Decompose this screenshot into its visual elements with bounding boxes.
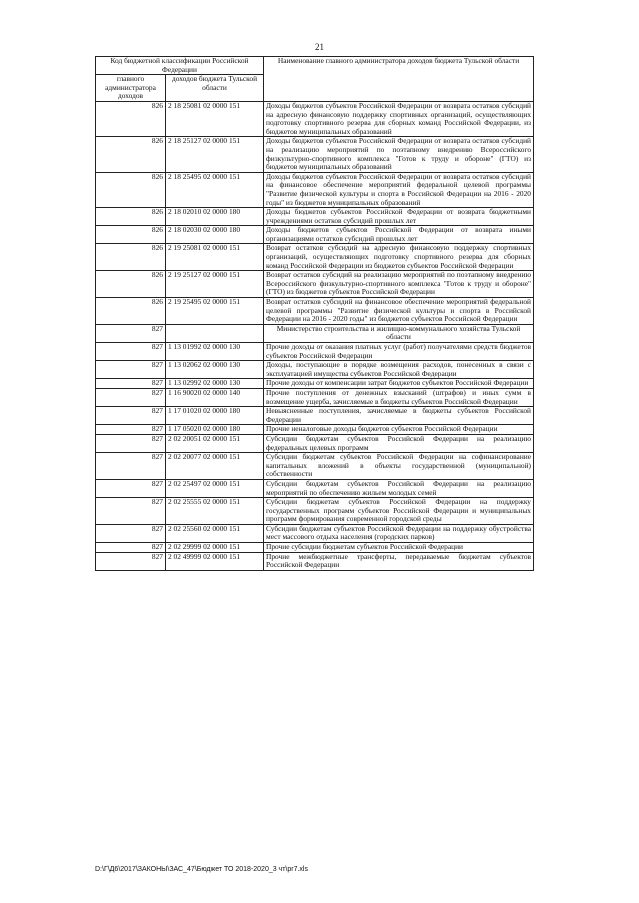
page-number: 21	[315, 42, 324, 52]
revenue-code-cell: 2 02 49999 02 0000 151	[166, 552, 264, 570]
admin-code-cell: 826	[96, 208, 166, 226]
revenue-code-cell: 1 13 02062 02 0000 130	[166, 361, 264, 379]
revenue-name-cell: Субсидии бюджетам субъектов Российской Федерации на софинансирование капитальных вложений в объекты государственной (муниципальной) собственности	[264, 453, 534, 480]
revenue-name-cell: Прочие субсидии бюджетам субъектов Российской Федерации	[264, 543, 534, 553]
admin-code-cell: 827	[96, 379, 166, 389]
revenue-code-cell: 2 02 20051 02 0000 151	[166, 434, 264, 452]
admin-code-cell: 826	[96, 298, 166, 325]
table-row	[96, 226, 534, 244]
admin-code-cell: 827	[96, 324, 166, 342]
revenue-code-cell: 2 19 25081 02 0000 151	[166, 244, 264, 271]
revenue-code-cell: 2 02 25497 02 0000 151	[166, 479, 264, 497]
revenue-code-cell: 2 02 25560 02 0000 151	[166, 524, 264, 542]
table-row	[96, 434, 534, 452]
revenue-name-cell: Субсидии бюджетам субъектов Российской Федерации на реализацию федеральных целевых программ	[264, 434, 534, 452]
revenue-name-cell: Доходы бюджетов субъектов Российской Федерации от возврата остатков субсидий на финансовое обеспечение мероприятий федеральной целевой программы "Развитие физической культуры и спорта в Российской Федерации на 2016 - 2020 годы" из бюджетов муниципальных образований	[264, 172, 534, 207]
table-row	[96, 407, 534, 425]
admin-code-cell: 827	[96, 407, 166, 425]
section-row	[96, 324, 534, 342]
revenue-code-cell: 1 13 02992 02 0000 130	[166, 379, 264, 389]
table-row	[96, 543, 534, 553]
admin-code-cell: 827	[96, 343, 166, 361]
revenue-code-cell: 2 18 25495 02 0000 151	[166, 172, 264, 207]
code-group-header: Код бюджетной классификации Российской Федерации	[96, 57, 264, 75]
revenue-code-cell: 1 13 01992 02 0000 130	[166, 343, 264, 361]
revenue-name-cell: Прочие доходы от оказания платных услуг (работ) получателями средств бюджетов субъектов Российской Федерации	[264, 343, 534, 361]
admin-code-cell: 826	[96, 172, 166, 207]
section-title-cell: Министерство строительства и жилищно-коммунального хозяйства Тульской области	[264, 324, 534, 342]
revenue-code-cell: 2 02 29999 02 0000 151	[166, 543, 264, 553]
table-row	[96, 137, 534, 172]
revenue-name-cell: Возврат остатков субсидий на реализацию мероприятий по поэтапному внедрению Всероссийского физкультурно-спортивного комплекса "Готов к труду и обороне" (ГТО) из бюджетов субъектов Российской Федерации	[264, 271, 534, 298]
revenue-name-cell: Возврат остатков субсидий на финансовое обеспечение мероприятий федеральной целевой программы "Развитие физической культуры и спорта в Российской Федерации на 2016 - 2020 годы" из бюджетов субъектов Российской Федерации	[264, 298, 534, 325]
revenue-code-cell: 2 02 25555 02 0000 151	[166, 498, 264, 525]
revenue-name-cell: Доходы бюджетов субъектов Российской Федерации от возврата иными организациями остатков субсидий прошлых лет	[264, 226, 534, 244]
revenue-column-header: доходов бюджета Тульской области	[166, 75, 264, 102]
table-row	[96, 298, 534, 325]
admin-code-cell: 827	[96, 543, 166, 553]
revenue-table	[95, 56, 534, 571]
admin-column-header: главного администратора доходов	[96, 75, 166, 102]
admin-code-cell: 826	[96, 271, 166, 298]
table-row	[96, 524, 534, 542]
table-row	[96, 271, 534, 298]
table-row	[96, 208, 534, 226]
revenue-name-cell: Субсидии бюджетам субъектов Российской Федерации на поддержку государственных программ субъектов Российской Федерации и муниципальных программ формирования современной городской среды	[264, 498, 534, 525]
revenue-code-cell: 2 18 02010 02 0000 180	[166, 208, 264, 226]
table-row	[96, 453, 534, 480]
table-row	[96, 498, 534, 525]
revenue-name-cell: Прочие межбюджетные трансферты, передаваемые бюджетам субъектов Российской Федерации	[264, 552, 534, 570]
revenue-name-cell: Доходы бюджетов субъектов Российской Федерации от возврата остатков субсидий на реализацию мероприятий по поэтапному внедрению Всероссийского физкультурно-спортивного комплекса "Готов к труду и обороне" (ГТО) из бюджетов муниципальных образований	[264, 137, 534, 172]
revenue-code-cell: 2 19 25127 02 0000 151	[166, 271, 264, 298]
revenue-code-cell: 2 18 25081 02 0000 151	[166, 101, 264, 136]
revenue-name-cell: Доходы, поступающие в порядке возмещения расходов, понесенных в связи с эксплуатацией имущества субъектов Российской Федерации	[264, 361, 534, 379]
revenue-code-cell: 1 16 90020 02 0000 140	[166, 388, 264, 406]
revenue-name-cell: Прочие доходы от компенсации затрат бюджетов субъектов Российской Федерации	[264, 379, 534, 389]
admin-code-cell: 827	[96, 453, 166, 480]
table-row	[96, 101, 534, 136]
admin-code-cell: 827	[96, 498, 166, 525]
admin-code-cell: 827	[96, 524, 166, 542]
table-row	[96, 343, 534, 361]
table-row	[96, 172, 534, 207]
table-row	[96, 361, 534, 379]
revenue-name-cell: Субсидии бюджетам субъектов Российской Федерации на реализацию мероприятий по обеспечению жильем молодых семей	[264, 479, 534, 497]
admin-code-cell: 827	[96, 479, 166, 497]
table-row	[96, 244, 534, 271]
admin-code-cell: 827	[96, 425, 166, 435]
admin-code-cell: 827	[96, 552, 166, 570]
admin-code-cell: 827	[96, 388, 166, 406]
admin-code-cell: 827	[96, 361, 166, 379]
revenue-name-cell: Прочие неналоговые доходы бюджетов субъектов Российской Федерации	[264, 425, 534, 435]
table-row	[96, 388, 534, 406]
revenue-name-cell: Прочие поступления от денежных взысканий (штрафов) и иных сумм в возмещение ущерба, зачисляемые в бюджеты субъектов Российской Федерации	[264, 388, 534, 406]
revenue-code-cell: 2 18 25127 02 0000 151	[166, 137, 264, 172]
admin-code-cell: 826	[96, 244, 166, 271]
name-column-header: Наименование главного администратора доходов бюджета Тульской области	[264, 57, 534, 102]
table-row	[96, 425, 534, 435]
revenue-code-cell: 2 18 02030 02 0000 180	[166, 226, 264, 244]
admin-code-cell: 826	[96, 226, 166, 244]
revenue-code-cell: 2 19 25495 02 0000 151	[166, 298, 264, 325]
revenue-code-cell: 1 17 01020 02 0000 180	[166, 407, 264, 425]
table-row	[96, 479, 534, 497]
revenue-code-cell	[166, 324, 264, 342]
revenue-code-cell: 1 17 05020 02 0000 180	[166, 425, 264, 435]
admin-code-cell: 826	[96, 137, 166, 172]
revenue-name-cell: Возврат остатков субсидий на адресную финансовую поддержку спортивных организаций, осуществляющих подготовку спортивного резерва для сборных команд Российской Федерации из бюджетов субъектов Российской Федерации	[264, 244, 534, 271]
revenue-name-cell: Субсидии бюджетам субъектов Российской Федерации на поддержку обустройства мест массового отдыха населения (городских парков)	[264, 524, 534, 542]
admin-code-cell: 826	[96, 101, 166, 136]
revenue-name-cell: Доходы бюджетов субъектов Российской Федерации от возврата бюджетными учреждениями остатков субсидий прошлых лет	[264, 208, 534, 226]
revenue-code-cell: 2 02 20077 02 0000 151	[166, 453, 264, 480]
revenue-name-cell: Доходы бюджетов субъектов Российской Федерации от возврата остатков субсидий на адресную финансовую поддержку спортивных организаций, осуществляющих подготовку спортивного резерва для сборных команд Российской Федерации, из бюджетов муниципальных образований	[264, 101, 534, 136]
table-row	[96, 552, 534, 570]
revenue-name-cell: Невыясненные поступления, зачисляемые в бюджеты субъектов Российской Федерации	[264, 407, 534, 425]
admin-code-cell: 827	[96, 434, 166, 452]
file-path-footer: D:\Г\Д6\2017\ЗАКОНЫ\ЗАС_47\Бюджет ТО 2018-2020_3 чт\pr7.xls	[95, 866, 308, 873]
